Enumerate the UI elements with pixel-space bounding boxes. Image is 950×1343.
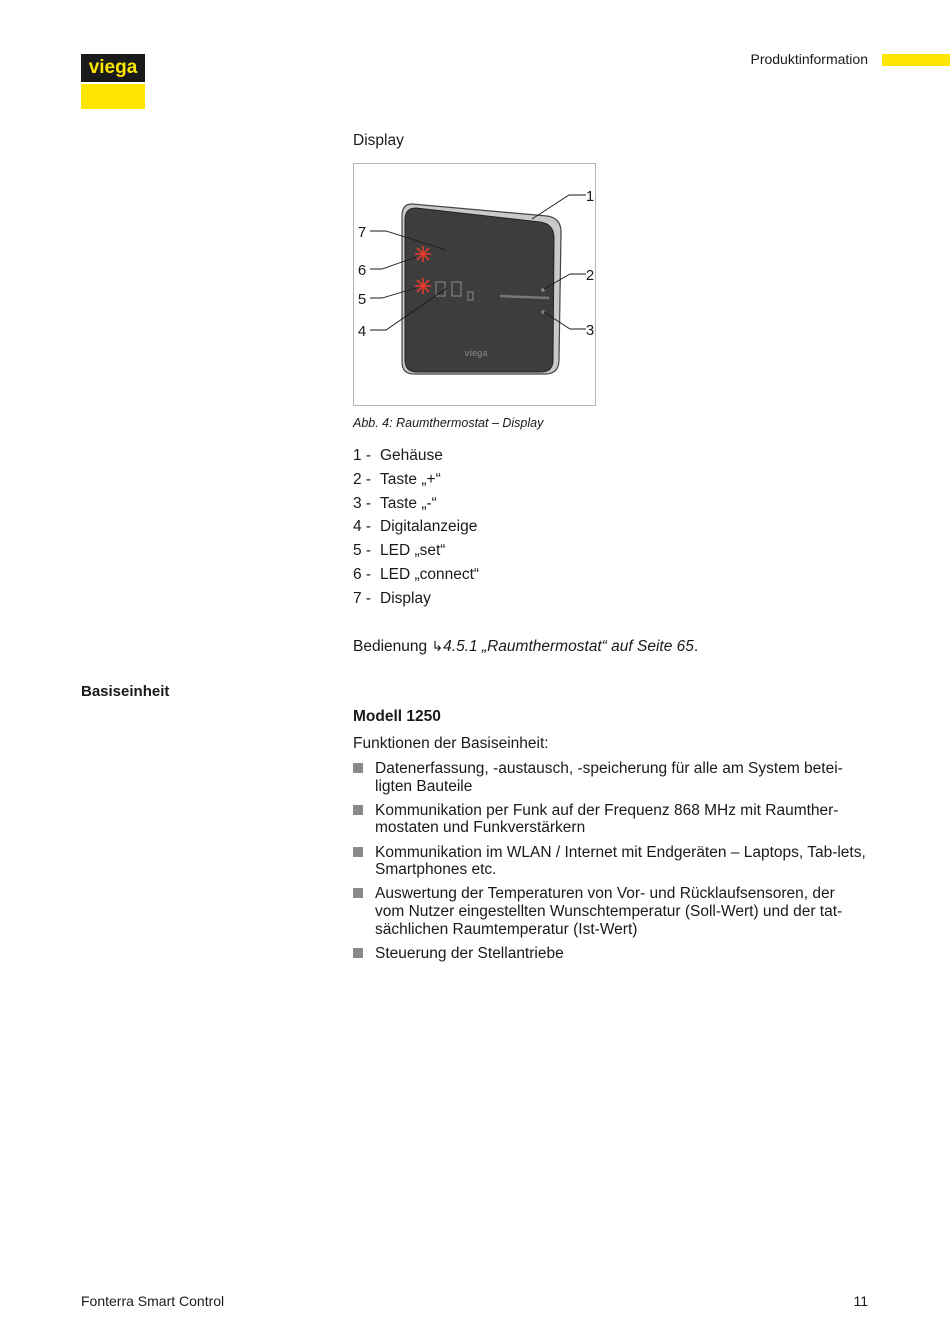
square-bullet-icon [353, 763, 363, 773]
reference-link[interactable]: 4.5.1 „Raumthermostat“ auf Seite 65 [443, 638, 694, 655]
legend-label: Display [380, 589, 431, 607]
list-item [353, 802, 868, 837]
device-logo: viega [464, 348, 488, 358]
legend-label: Digitalanzeige [380, 518, 478, 536]
legend-num: 7 - [353, 589, 372, 607]
legend-label: Gehäuse [380, 447, 443, 464]
callout-5: 5 [357, 291, 367, 308]
list-item [353, 945, 868, 963]
thermostat-figure [353, 163, 596, 406]
logo-yellow-bar [81, 84, 145, 109]
legend-num: 6 - [353, 565, 372, 583]
feature-list [353, 760, 868, 969]
legend-num: 2 - [353, 470, 372, 488]
section-heading-basiseinheit: Basiseinheit [81, 683, 170, 700]
viega-logo: viega [81, 54, 145, 82]
legend-item [353, 494, 479, 518]
legend-item [353, 589, 479, 613]
square-bullet-icon [353, 888, 363, 898]
header-label: Produktinformation [750, 51, 868, 67]
legend-label: LED „set“ [380, 542, 446, 560]
legend-num: 1 - [353, 447, 372, 464]
feature-text: Auswertung der Temperaturen von Vor- und Rücklaufsensoren, der vom Nutzer eingestellten Wunschtemperatur (Soll-Wert) und der tat-sächlichen Raumtemperatur (Ist-Wert) [375, 885, 843, 938]
reference-prefix: Bedienung [353, 638, 432, 655]
list-item [353, 760, 868, 795]
legend-label: Taste „+“ [380, 470, 441, 488]
callout-1: 1 [585, 188, 595, 205]
feature-text: Kommunikation per Funk auf der Frequenz 868 MHz mit Raumther-mostaten und Funkverstärkern [375, 801, 839, 837]
figure-legend [353, 446, 479, 613]
callout-6: 6 [357, 262, 367, 279]
legend-num: 4 - [353, 518, 372, 536]
thermostat-illustration [354, 164, 597, 407]
led-connect-icon [415, 246, 431, 262]
feature-text: Steuerung der Stellantriebe [375, 944, 564, 962]
callout-4: 4 [357, 323, 367, 340]
figure-caption: Abb. 4: Raumthermostat – Display [353, 416, 544, 430]
legend-label: Taste „-“ [380, 494, 437, 512]
square-bullet-icon [353, 805, 363, 815]
legend-item [353, 541, 479, 565]
reference-arrow-icon: ↳ [431, 638, 444, 654]
square-bullet-icon [353, 847, 363, 857]
callout-3: 3 [585, 322, 595, 339]
list-item [353, 885, 868, 938]
legend-item [353, 446, 479, 470]
led-set-icon [415, 278, 431, 294]
legend-num: 3 - [353, 494, 372, 512]
square-bullet-icon [353, 948, 363, 958]
section-title-display: Display [353, 132, 404, 149]
model-title: Modell 1250 [353, 708, 441, 725]
reference-suffix: . [693, 638, 699, 655]
footer-product-name: Fonterra Smart Control [81, 1293, 225, 1309]
cross-reference [353, 638, 698, 656]
legend-item [353, 517, 479, 541]
legend-item [353, 565, 479, 589]
functions-intro: Funktionen der Basiseinheit: [353, 735, 549, 752]
callout-7: 7 [357, 224, 367, 241]
footer-page-number: 11 [853, 1293, 868, 1309]
feature-text: Datenerfassung, -austausch, -speicherung für alle am System betei-ligten Bauteile [375, 760, 843, 795]
legend-item [353, 470, 479, 494]
list-item [353, 844, 868, 879]
header-yellow-bar [882, 54, 950, 66]
callout-2: 2 [585, 267, 595, 284]
legend-num: 5 - [353, 542, 372, 560]
feature-text: Kommunikation im WLAN / Internet mit Endgeräten – Laptops, Tab-lets, Smartphones etc. [375, 843, 866, 879]
legend-label: LED „connect“ [380, 565, 480, 583]
